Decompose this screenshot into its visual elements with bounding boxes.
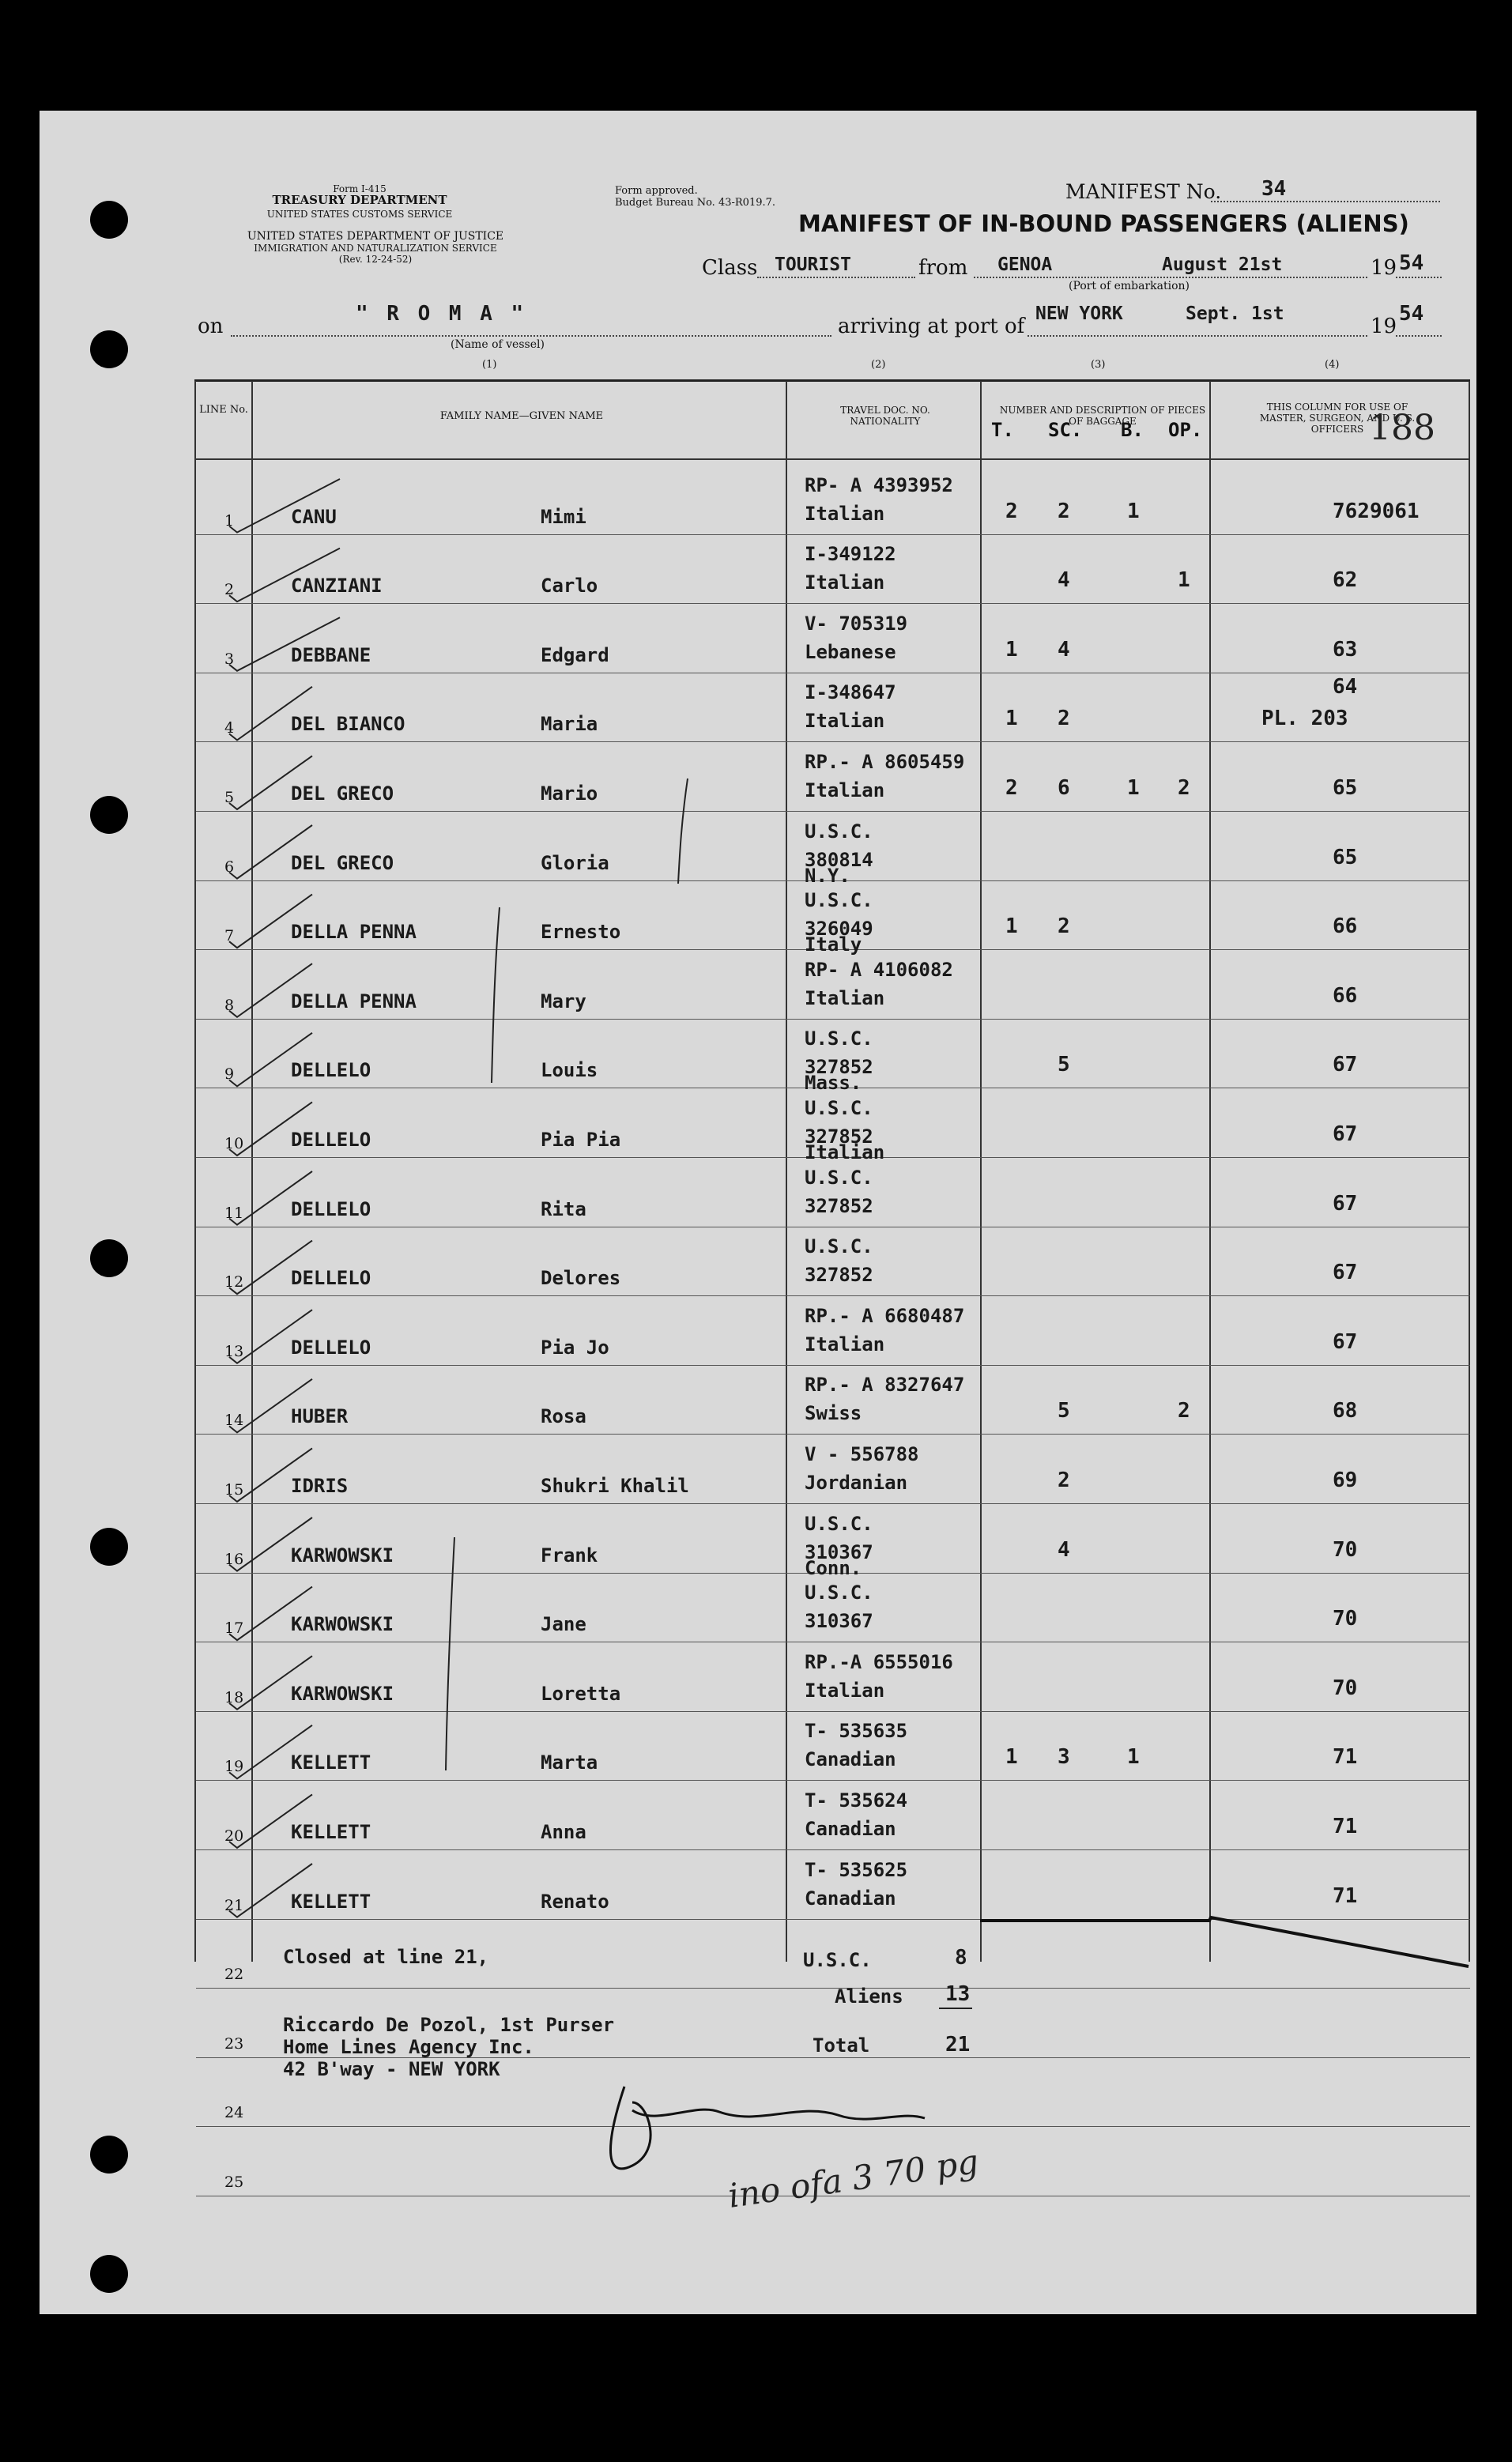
- nationality-note: Italian: [805, 1141, 885, 1163]
- family-name: DELLELO: [291, 1336, 371, 1359]
- customs-label: UNITED STATES CUSTOMS SERVICE: [266, 209, 453, 220]
- travel-doc-number: T- 535625: [805, 1858, 908, 1881]
- line-number: 5: [224, 789, 235, 806]
- given-name: Maria: [541, 713, 598, 736]
- column-number-4: (4): [1325, 359, 1340, 371]
- officer-entry: 64: [1333, 675, 1358, 699]
- budget-bureau: Budget Bureau No. 43-R019.7.: [615, 197, 776, 209]
- column-number-3: (3): [1091, 359, 1106, 371]
- column-number-2: (2): [871, 359, 886, 371]
- from-label: from: [918, 256, 968, 280]
- stamp-number: 188: [1369, 408, 1435, 448]
- officer-entry: 67: [1333, 1053, 1358, 1077]
- nationality: Italian: [805, 710, 885, 733]
- officer-entry: 70: [1333, 1607, 1358, 1631]
- travel-doc-number: U.S.C.: [805, 820, 873, 843]
- arriving-label: arriving at port of: [838, 315, 1025, 338]
- vessel-name: " R O M A ": [356, 302, 527, 326]
- header-travel-doc: TRAVEL DOC. NO. NATIONALITY: [840, 405, 930, 427]
- nationality: Swiss: [805, 1402, 862, 1425]
- nationality: 327852: [805, 1264, 873, 1287]
- family-name: DELLELO: [291, 1197, 371, 1220]
- line-number: 2: [224, 581, 235, 599]
- officer-entry: 70: [1333, 1537, 1358, 1562]
- officer-entry: 71: [1333, 1883, 1358, 1908]
- bag-suitcases: 4: [1058, 1537, 1070, 1562]
- line-number: 1: [224, 511, 235, 530]
- signature-scrawl: [611, 2087, 926, 2169]
- line-number: 21: [224, 1896, 244, 1914]
- arrival-port: NEW YORK: [1035, 304, 1123, 324]
- form-approved: Form approved.: [615, 185, 698, 197]
- check-mark: [229, 1587, 312, 1641]
- agency-address: 42 B'way - NEW YORK: [283, 2058, 500, 2080]
- family-name: KARWOWSKI: [291, 1544, 394, 1567]
- nationality: 327852: [805, 1056, 873, 1079]
- bag-trunks: 1: [1005, 1745, 1018, 1770]
- family-name: KELLETT: [291, 1890, 371, 1913]
- given-name: Edgard: [541, 643, 609, 666]
- family-name: KARWOWSKI: [291, 1682, 394, 1705]
- bag-suitcases: 6: [1058, 776, 1070, 800]
- nationality: Canadian: [805, 1818, 896, 1840]
- check-mark: [229, 825, 312, 879]
- travel-doc-number: RP.- A 6680487: [805, 1304, 965, 1327]
- travel-doc-number: U.S.C.: [805, 1166, 873, 1189]
- given-name: Anna: [541, 1821, 586, 1843]
- justice-label: UNITED STATES DEPARTMENT OF JUSTICE: [247, 230, 504, 243]
- line-number: 24: [224, 2104, 244, 2122]
- given-name: Pia Jo: [541, 1336, 609, 1359]
- officer-entry: 71: [1333, 1745, 1358, 1770]
- travel-doc-number: RP- A 4106082: [805, 958, 953, 981]
- ins-label: IMMIGRATION AND NATURALIZATION SERVICE: [254, 243, 497, 254]
- line-number: 19: [224, 1758, 244, 1776]
- check-mark: [229, 1102, 312, 1156]
- handwritten-note: ino ofa 3 70 pg: [726, 2142, 981, 2215]
- given-name: Rosa: [541, 1405, 586, 1428]
- line-number: 9: [224, 1065, 235, 1084]
- line-number: 14: [224, 1412, 244, 1430]
- officer-entry: 65: [1333, 845, 1358, 869]
- bag-suitcases: 3: [1058, 1745, 1070, 1770]
- check-mark: [229, 1448, 312, 1502]
- officer-entry: 63: [1333, 637, 1358, 662]
- bag-trunks: 1: [1005, 707, 1018, 731]
- nationality: 326049: [805, 918, 873, 941]
- treasury-label: TREASURY DEPARTMENT: [272, 193, 447, 207]
- nationality: Canadian: [805, 1748, 896, 1771]
- officer-entry: 65: [1333, 776, 1358, 800]
- family-name: KELLETT: [291, 1751, 371, 1774]
- given-name: Marta: [541, 1751, 598, 1774]
- bag-boxes: 1: [1127, 776, 1140, 800]
- check-mark: [229, 1518, 312, 1571]
- check-mark: [229, 963, 312, 1017]
- header-bag-sc: SC.: [1048, 419, 1083, 441]
- bag-trunks: 1: [1005, 914, 1018, 939]
- officer-entry-secondary: PL. 203: [1261, 707, 1348, 731]
- nationality: Lebanese: [805, 640, 896, 663]
- check-mark: [229, 1310, 312, 1363]
- bag-suitcases: 4: [1058, 637, 1070, 662]
- bag-trunks: 2: [1005, 776, 1018, 800]
- check-mark: [229, 756, 312, 809]
- family-name: DEL GRECO: [291, 782, 394, 805]
- family-name: DELLELO: [291, 1059, 371, 1082]
- column-number-1: (1): [482, 359, 497, 371]
- family-name: DELLELO: [291, 1267, 371, 1290]
- travel-doc-number: U.S.C.: [805, 1097, 873, 1119]
- aliens-total-label: Aliens: [835, 1985, 903, 2008]
- given-name: Mary: [541, 990, 586, 1012]
- bag-suitcases: 4: [1058, 568, 1070, 593]
- officer-entry: 67: [1333, 1122, 1358, 1146]
- travel-doc-number: RP.- A 8605459: [805, 751, 965, 773]
- given-name: Gloria: [541, 851, 609, 874]
- given-name: Delores: [541, 1267, 621, 1290]
- nationality: Canadian: [805, 1887, 896, 1910]
- embark-year-prefix: 19: [1371, 256, 1397, 280]
- class-label: Class: [702, 256, 758, 280]
- given-name: Pia Pia: [541, 1129, 621, 1151]
- manifest-title: MANIFEST OF IN-BOUND PASSENGERS (ALIENS): [798, 210, 1409, 237]
- nationality: Italian: [805, 502, 885, 525]
- given-name: Carlo: [541, 575, 598, 598]
- bracket-dellelo: [492, 907, 500, 1083]
- bag-suitcases: 2: [1058, 1469, 1070, 1492]
- family-name: DELLELO: [291, 1129, 371, 1151]
- bag-suitcases: 5: [1058, 1053, 1070, 1077]
- travel-doc-number: U.S.C.: [805, 1512, 873, 1535]
- nationality: 310367: [805, 1610, 873, 1633]
- line-number: 13: [224, 1342, 244, 1360]
- embarkation-date: August 21st: [1162, 254, 1283, 275]
- bracket-kellett: [446, 1537, 454, 1770]
- bag-other: 1: [1178, 568, 1190, 593]
- form-number: Form I-415: [333, 183, 386, 194]
- header-baggage: NUMBER AND DESCRIPTION OF PIECES OF BAGGAGE: [999, 405, 1206, 427]
- bag-boxes: 1: [1127, 499, 1140, 523]
- travel-doc-number: U.S.C.: [805, 1235, 873, 1258]
- check-mark: [229, 549, 340, 602]
- given-name: Jane: [541, 1613, 586, 1636]
- class-value: TOURIST: [775, 254, 851, 275]
- check-mark: [229, 1241, 312, 1295]
- manifest-no-value: 34: [1261, 177, 1287, 201]
- check-mark: [229, 1033, 312, 1087]
- given-name: Rita: [541, 1197, 586, 1220]
- nationality: Italian: [805, 986, 885, 1009]
- line-number: 16: [224, 1550, 244, 1568]
- port-of-embarkation: GENOA: [997, 254, 1053, 275]
- travel-doc-number: U.S.C.: [805, 1027, 873, 1050]
- officer-entry: 62: [1333, 568, 1358, 593]
- check-mark: [229, 1794, 312, 1848]
- arrival-date: Sept. 1st: [1186, 304, 1284, 324]
- port-embark-caption: (Port of embarkation): [1069, 280, 1190, 292]
- officer-entry: 67: [1333, 1261, 1358, 1285]
- bag-suitcases: 5: [1058, 1399, 1070, 1423]
- nationality-note: N.Y.: [805, 864, 850, 887]
- check-mark: [229, 617, 340, 671]
- travel-doc-number: U.S.C.: [805, 1582, 873, 1604]
- header-bag-t: T.: [991, 419, 1014, 441]
- given-name: Mimi: [541, 505, 586, 528]
- officer-entry: 7629061: [1333, 499, 1420, 523]
- line-number: 10: [224, 1135, 244, 1152]
- travel-doc-number: U.S.C.: [805, 889, 873, 912]
- line-number: 11: [224, 1204, 244, 1222]
- bag-other: 2: [1178, 1399, 1190, 1423]
- line-number: 8: [224, 996, 235, 1014]
- nationality: 380814: [805, 848, 873, 871]
- bag-suitcases: 2: [1058, 914, 1070, 939]
- travel-doc-number: V- 705319: [805, 612, 908, 635]
- travel-doc-number: T- 535624: [805, 1789, 908, 1812]
- nationality: Italian: [805, 571, 885, 594]
- line-number: 25: [224, 2174, 244, 2191]
- nationality: 310367: [805, 1540, 873, 1563]
- given-name: Loretta: [541, 1682, 621, 1705]
- header-bag-b: B.: [1121, 419, 1144, 441]
- line-number: 15: [224, 1481, 244, 1499]
- nationality: Italian: [805, 779, 885, 801]
- officer-entry: 70: [1333, 1676, 1358, 1700]
- travel-doc-number: I-348647: [805, 681, 896, 704]
- travel-doc-number: I-349122: [805, 543, 896, 566]
- check-mark: [229, 1725, 312, 1779]
- travel-doc-number: RP- A 4393952: [805, 473, 953, 496]
- aliens-total-value: 13: [945, 1982, 971, 2006]
- nationality: 327852: [805, 1194, 873, 1217]
- nationality: Italian: [805, 1333, 885, 1355]
- line-number: 3: [224, 650, 235, 668]
- travel-doc-number: T- 535635: [805, 1720, 908, 1743]
- line-number: 22: [224, 1966, 244, 1984]
- officer-entry: 66: [1333, 914, 1358, 939]
- family-name: CANZIANI: [291, 575, 383, 598]
- family-name: KARWOWSKI: [291, 1613, 394, 1636]
- family-name: KELLETT: [291, 1821, 371, 1843]
- revision-label: (Rev. 12-24-52): [338, 254, 413, 265]
- given-name: Shukri Khalil: [541, 1475, 689, 1497]
- family-name: HUBER: [291, 1405, 349, 1428]
- travel-doc-number: V - 556788: [805, 1443, 919, 1465]
- nationality-note: Italy: [805, 933, 862, 956]
- line-number: 17: [224, 1619, 244, 1638]
- nationality-note: Conn.: [805, 1556, 862, 1579]
- usc-total-label: U.S.C.: [803, 1949, 872, 1971]
- given-name: Ernesto: [541, 921, 621, 944]
- family-name: IDRIS: [291, 1475, 349, 1497]
- check-mark: [229, 895, 312, 948]
- grand-total-label: Total: [813, 2034, 870, 2057]
- header-name: FAMILY NAME—GIVEN NAME: [439, 410, 604, 422]
- line-number: 12: [224, 1273, 244, 1291]
- officer-entry: 67: [1333, 1329, 1358, 1354]
- vessel-caption: (Name of vessel): [451, 338, 545, 351]
- line-number: 18: [224, 1688, 244, 1706]
- header-bag-op: OP.: [1168, 419, 1203, 441]
- officer-entry: 66: [1333, 983, 1358, 1008]
- bag-boxes: 1: [1127, 1745, 1140, 1770]
- check-mark: [229, 1379, 312, 1433]
- travel-doc-number: RP.-A 6555016: [805, 1650, 953, 1673]
- bracket-del-greco: [678, 779, 688, 884]
- arrival-year-prefix: 19: [1371, 315, 1397, 338]
- given-name: Renato: [541, 1890, 609, 1913]
- given-name: Louis: [541, 1059, 598, 1082]
- bag-trunks: 2: [1005, 499, 1018, 523]
- line-number: 20: [224, 1827, 244, 1845]
- given-name: Frank: [541, 1544, 598, 1567]
- manifest-no-label: MANIFEST No.: [1065, 180, 1222, 203]
- arrival-year: 54: [1399, 302, 1424, 326]
- given-name: Mario: [541, 782, 598, 805]
- nationality: 327852: [805, 1125, 873, 1148]
- closed-at-line: Closed at line 21,: [283, 1946, 489, 1968]
- agency-name: Home Lines Agency Inc.: [283, 2036, 534, 2058]
- nationality-note: Mass.: [805, 1072, 862, 1095]
- family-name: DELLA PENNA: [291, 990, 417, 1012]
- bag-trunks: 1: [1005, 637, 1018, 662]
- check-mark: [229, 1171, 312, 1225]
- family-name: DEBBANE: [291, 643, 371, 666]
- officer-entry: 69: [1333, 1469, 1358, 1492]
- officer-entry: 67: [1333, 1191, 1358, 1216]
- family-name: DEL GRECO: [291, 851, 394, 874]
- travel-doc-number: RP.- A 8327647: [805, 1374, 965, 1397]
- check-mark: [229, 1864, 312, 1917]
- header-line-no: LINE No.: [199, 404, 248, 416]
- on-label: on: [198, 315, 224, 338]
- line-number: 6: [224, 858, 235, 876]
- family-name: CANU: [291, 505, 337, 528]
- usc-total-value: 8: [955, 1946, 967, 1970]
- family-name: DEL BIANCO: [291, 713, 405, 736]
- officer-entry: 71: [1333, 1815, 1358, 1838]
- check-mark: [229, 1656, 312, 1710]
- check-mark: [229, 479, 340, 533]
- line-number: 23: [224, 2034, 244, 2053]
- purser-name: Riccardo De Pozol, 1st Purser: [283, 2014, 615, 2036]
- family-name: DELLA PENNA: [291, 921, 417, 944]
- nationality: Italian: [805, 1679, 885, 1702]
- bag-suitcases: 2: [1058, 707, 1070, 731]
- grand-total-value: 21: [945, 2033, 971, 2057]
- header-master: THIS COLUMN FOR USE OF MASTER, SURGEON, AND U. S. OFFICERS: [1259, 402, 1416, 435]
- bag-other: 2: [1178, 776, 1190, 800]
- closing-line: [980, 1917, 1469, 1966]
- officer-entry: 68: [1333, 1399, 1358, 1423]
- line-number: 7: [224, 927, 235, 945]
- line-number: 4: [224, 719, 235, 737]
- bag-suitcases: 2: [1058, 499, 1070, 523]
- nationality: Jordanian: [805, 1472, 908, 1494]
- check-mark: [229, 687, 312, 741]
- embark-year: 54: [1399, 251, 1424, 275]
